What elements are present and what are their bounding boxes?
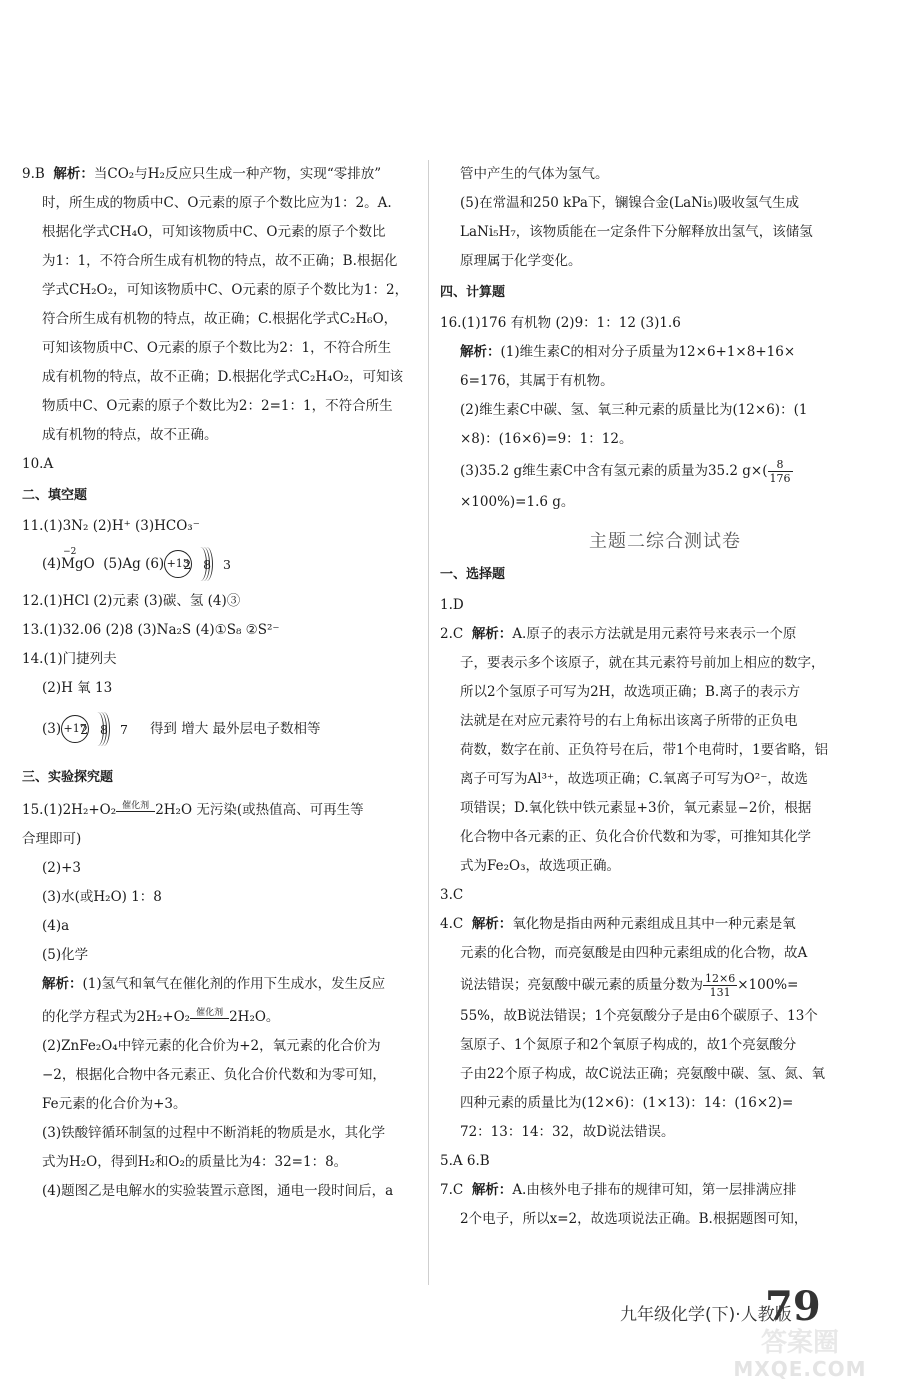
q16-analysis-4: ×8)：(16×6)=9：1：12。 [460,431,633,447]
logo-domain: MXQE.COM [733,1357,867,1381]
a7-line-2: 2个电子，所以x=2，故选项说法正确。B.根据题图可知， [460,1211,808,1227]
fraction-numerator: 8 [768,458,793,472]
q14-line-3 [22,703,417,755]
a2-line-4: 法就是在对应元素符号的右上角标出该离子所带的正负电 [460,713,798,729]
q15-analysis-text: (1)氢气和氧气在催化剂的作用下生成水，发生反应 [82,976,386,992]
q9-line-7: 成有机物的特点，故不正确；D.根据化学式C₂H₄O₂，可知该 [42,369,404,385]
a2-line-5: 荷数，数字在前、正负符号在后，带1个电荷时，1要省略，铝 [460,742,829,758]
left-column [22,160,417,1206]
a7-analysis-label: 解析： [471,1182,513,1198]
q15-analysis-eq-left: 的化学方程式为2H₂+O₂ [42,1009,191,1025]
q15-line-1 [22,796,417,825]
watermark-logo [715,1330,885,1380]
logo-text: 答案圈 [760,1328,839,1358]
a2-line-7: 项错误；D.氧化铁中铁元素显+3价，氧元素显−2价，根据 [460,800,812,816]
q16-analysis-2: 6=176，其属于有机物。 [460,373,614,389]
q9-text: 当CO₂与H₂反应只生成一种产物，实现“零排放” [93,166,382,182]
a7-text: A.由核外电子排布的规律可知，第一层排满应排 [512,1182,797,1198]
r-line-3: LaNi₅H₇，该物质能在一定条件下分解释放出氢气，该储氢 [460,224,813,240]
q15-eq-right: 2H₂O 无污染(或热值高、可再生等 [155,802,364,818]
q15-analysis-3: (2)ZnFe₂O₄中锌元素的化合价为+2，氧元素的化合价为 [42,1038,381,1054]
q14-part3-text: 得到 增大 最外层电子数相等 [149,720,321,737]
q15-part5: (5)化学 [42,947,89,963]
q9-analysis-label: 解析： [53,166,94,182]
q15-analysis-8: (4)题图乙是电解水的实验装置示意图，通电一段时间后，a [42,1183,394,1199]
q15-eq-left: 15.(1)2H₂+O₂ [22,802,117,818]
q15-analysis-eq-right: 2H₂O。 [229,1009,280,1025]
catalyst-label: 催化剂 [116,801,155,812]
q9-line-5: 符合所生成有机物的特点，故正确；C.根据化学式C₂H₆O， [42,311,398,327]
a4-line-3-tail: ×100%= [737,977,799,993]
aluminum-atom-diagram [164,541,235,587]
q11-mgo-formula: MgO [61,555,95,572]
a4-line-4: 55%，故B说法错误；1个亮氨酸分子是由6个碳原子、13个 [460,1008,818,1024]
q9-line-4: 学式CH₂O₂，可知该物质中C、O元素的原子个数比为1：2， [42,282,409,298]
a2-line-2: 子，要表示多个该原子，就在其元素符号前加上相应的数字， [460,655,825,671]
r-line-4: 原理属于化学变化。 [460,253,582,269]
atom-shells: 2 8 3 [183,556,236,572]
fraction [703,972,737,999]
q14-part3-label: (3) [42,720,62,737]
chlorine-atom-diagram [61,706,132,752]
q15-analysis-2 [22,1003,417,1032]
r-line-1: 管中产生的气体为氢气。 [460,166,609,182]
a4-line-3 [440,968,830,1002]
a5-a6-answers: 5.A 6.B [440,1153,490,1169]
section-experiment: 三、实验探究题 [22,770,114,785]
q11-part5-6: (5)Ag (6) [103,555,165,572]
r-line-2: (5)在常温和250 kPa下，镧镍合金(LaNi₅)吸收氢气生成 [460,195,799,211]
q14-line-1: 14.(1)门捷列夫 [22,651,117,667]
q15-analysis-4: −2，根据化合物中各元素正、负化合价代数和为零可知， [42,1067,386,1083]
a2-analysis-label: 解析： [471,626,513,642]
book-title: 九年级化学(下)·人教版 [620,1305,792,1325]
a2-line-8: 化合物中各元素的正、负化合价代数和为零，可推知其化学 [460,829,811,845]
q9-line-2: 根据化学式CH₄O，可知该物质中C、O元素的原子个数比 [42,224,386,240]
fraction-denominator: 131 [709,986,731,999]
a2-line-9: 式为Fe₂O₃，故选项正确。 [460,858,621,874]
q9-line-1: 时，所生成的物质中C、O元素的原子个数比应为1：2。A. [42,195,392,211]
a2-line-6: 离子可写为Al³⁺，故选项正确；C.氧离子可写为O²⁻，故选 [460,771,808,787]
a4-line-1 [440,910,830,939]
q9-line-3: 为1：1，不符合所生成有机物的特点，故不正确；B.根据化 [42,253,398,269]
q15-part2: (2)+3 [42,860,82,876]
q15-part3: (3)水(或H₂O) 1：8 [42,889,162,905]
q14-line-2: (2)H 氧 13 [42,680,113,696]
right-column [440,160,830,1234]
fraction-numerator: 12×6 [705,972,736,985]
q15-analysis-6: (3)铁酸锌循环制氢的过程中不断消耗的物质是水，其化学 [42,1125,386,1141]
atom-nucleus: +17 [61,715,89,743]
q9-line [22,160,417,189]
q16-analysis-label: 解析： [460,344,501,360]
section-calculation: 四、计算题 [440,285,506,300]
q16-analysis-5-text: (3)35.2 g维生素C中含有氢元素的质量为35.2 g×( [460,463,768,479]
a4-line-6: 子由22个原子构成，故C说法正确；亮氨酸中碳、氢、氮、氧 [460,1066,826,1082]
q16-answer: 16.(1)176 有机物 (2)9：1：12 (3)1.6 [440,315,681,331]
q11-mgo-charge: −2 [63,546,77,557]
q9-line-6: 可知该物质中C、O元素的原子个数比为2：1，不符合所生 [42,340,392,356]
q15-analysis-label: 解析： [42,976,83,992]
q11-part4-label: (4) [42,555,62,572]
a4-text: 氧化物是指由两种元素组成且其中一种元素是氧 [512,916,796,932]
fraction-denominator: 176 [769,472,791,485]
q15-line-2: 合理即可) [22,831,82,847]
a2-line-1 [440,620,830,649]
q9-line-9: 成有机物的特点，故不正确。 [42,427,218,443]
section-fill-in: 二、填空题 [22,488,88,503]
section-choice: 一、选择题 [440,567,506,582]
a2-number: 2.C [440,626,464,642]
a1-answer: 1.D [440,597,464,613]
a4-number: 4.C [440,916,464,932]
q9-line-8: 物质中C、O元素的原子个数比为2：2=1：1，不符合所生 [42,398,393,414]
a7-line-1 [440,1176,830,1205]
q15-analysis-5: Fe元素的化合价为+3。 [42,1096,187,1112]
q16-analysis-1 [440,338,830,367]
a4-analysis-label: 解析： [471,916,513,932]
q10-answer: 10.A [22,456,54,472]
a4-line-5: 氢原子、1个氮原子和2个氧原子构成的，故1个亮氨酸分 [460,1037,797,1053]
a4-line-3-text: 说法错误；亮氨酸中碳元素的质量分数为 [460,977,703,993]
a2-text: A.原子的表示方法就是用元素符号来表示一个原 [512,626,797,642]
a4-line-8: 72：13：14：32，故D说法错误。 [460,1124,675,1140]
q9-number: 9.B [22,166,45,182]
q12-answer: 12.(1)HCl (2)元素 (3)碳、氢 (4)③ [22,593,241,609]
page-number: 79 [765,1283,821,1330]
q11-line-1: 11.(1)3N₂ (2)H⁺ (3)HCO₃⁻ [22,518,200,534]
column-divider [428,160,429,1285]
atom-nucleus: +13 [164,550,192,578]
q11-line-2 [22,541,417,587]
catalyst-label: 催化剂 [190,1008,229,1019]
q15-analysis-1 [22,970,417,999]
q13-answer: 13.(1)32.06 (2)8 (3)Na₂S (4)①S₈ ②S²⁻ [22,622,280,638]
q15-analysis-7: 式为H₂O，得到H₂和O₂的质量比为4：32=1：8。 [42,1154,348,1170]
a4-line-7: 四种元素的质量比为(12×6)：(1×13)：14：(16×2)= [460,1095,794,1111]
a3-answer: 3.C [440,887,464,903]
a7-number: 7.C [440,1182,464,1198]
q16-analysis-5 [440,454,830,488]
q15-part4: (4)a [42,918,70,934]
fraction [768,458,793,485]
atom-shells: 2 8 7 [80,721,132,737]
q16-analysis-3: (2)维生素C中碳、氢、氧三种元素的质量比为(12×6)：(1 [460,402,808,418]
test-title: 主题二综合测试卷 [589,531,741,552]
q16-analysis-text: (1)维生素C的相对分子质量为12×6+1×8+16× [500,344,796,360]
a2-line-3: 所以2个氢原子可写为2H，故选项正确；B.离子的表示方 [460,684,801,700]
q11-mgo [61,546,95,579]
a4-line-2: 元素的化合物，而亮氨酸是由四种元素组成的化合物，故A [460,945,808,961]
q16-analysis-6: ×100%)=1.6 g。 [460,494,575,510]
